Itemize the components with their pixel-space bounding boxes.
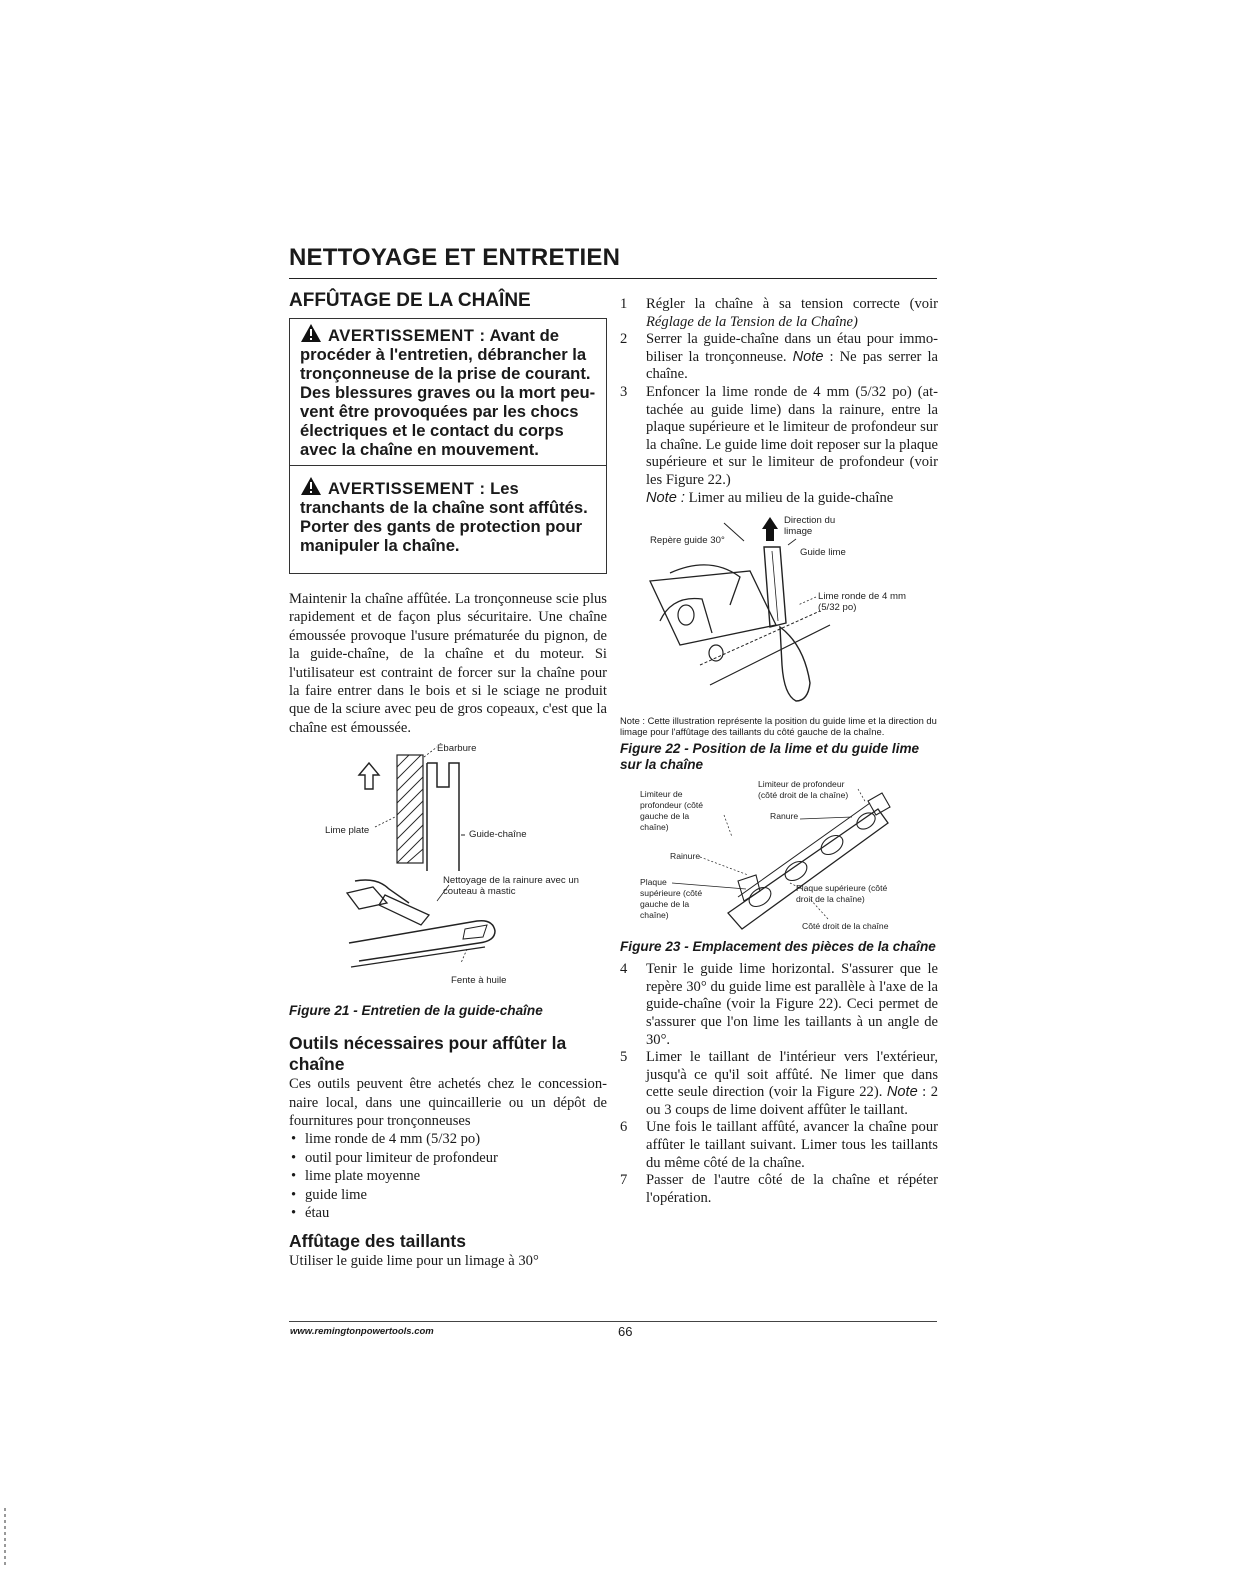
warning-box-electric <box>289 318 607 466</box>
label-rainure: Rainure <box>670 851 701 862</box>
step-number: 6 <box>620 1119 628 1136</box>
label-guide-lime: Guide lime <box>800 547 846 559</box>
list-item: • lime ronde de 4 mm (5/32 po) <box>289 1130 607 1148</box>
step-number: 2 <box>620 331 628 348</box>
step-item <box>620 296 938 331</box>
figure-22 <box>620 515 938 715</box>
step-item <box>620 1049 938 1119</box>
warning-triangle-icon <box>300 323 322 343</box>
warning-label: AVERTISSEMENT : <box>328 479 486 498</box>
step-number: 5 <box>620 1049 628 1066</box>
note-text: : 2 ou 3 coups de lime doivent affûter le taillant. <box>646 1084 938 1118</box>
label-limiteur-gauche: Limiteur de profondeur (côté gauche de la chaîne) <box>640 789 704 833</box>
label-repere: Repère guide 30° <box>650 535 725 547</box>
note-label: Note <box>792 348 824 365</box>
intro-paragraph: Maintenir la chaîne affûtée. La tronçonneuse scie plus rapidement et de façon plus sécuritaire. Une chaîne émoussée provoque l'usure prématurée du pignon, de la guide-chaîne, de la chaîne et du moteur. Si l'utilisateur est contraint de forcer sur la chaîne pour la faire entrer dans le bois et si le sciage ne produit que de la sciure avec peu de gros copeaux, c'est que la chaîne est émoussée. <box>289 591 607 736</box>
section-title: AFFÛTAGE DE LA CHAÎNE <box>289 290 531 311</box>
label-cote-droit: Côté droit de la chaîne <box>802 921 889 932</box>
label-ebarbure: Ébarbure <box>437 743 477 755</box>
scan-edge-mark <box>4 1508 6 1568</box>
label-lime-plate: Lime plate <box>325 825 370 837</box>
list-item: • étau <box>289 1204 607 1222</box>
figure-21-illustration <box>289 743 607 995</box>
step-number: 3 <box>620 383 628 400</box>
label-limiteur-droit: Limiteur de profondeur (côté droit de la chaîne) <box>758 779 849 801</box>
title-rule <box>289 278 937 279</box>
tools-intro: Ces outils peuvent être achetés chez le concession-naire local, dans une quincaillerie ou un dépôt de fournitures pour tronçonneuses <box>289 1076 607 1130</box>
note-text: Limer au milieu de la guide-chaîne <box>684 489 894 506</box>
sharpening-heading: Affûtage des taillants <box>289 1230 466 1251</box>
label-plaque-droite: Plaque supérieure (côté droit de la chaîne) <box>796 883 888 905</box>
warning-box-sharp <box>289 466 607 574</box>
warning-text: Les tranchants de la chaîne sont affûtés. Porter des gants de protection pour manipuler la chaîne. <box>300 479 588 555</box>
step-text: Serrer la guide-chaîne dans un étau pour immo-biliser la tronçonneuse. <box>646 331 938 365</box>
figure-21-caption: Figure 21 - Entretien de la guide-chaîne <box>289 1003 543 1019</box>
step-text: Enfoncer la lime ronde de 4 mm (5/32 po) (at-tachée au guide lime) dans la rainure, entre la plaque supérieure et le limiteur de profondeur sur la chaîne. Le guide lime doit reposer sur la plaque supérieure et sur le limiteur de profondeur (voir les Figure 22.) <box>646 383 938 488</box>
step-item <box>620 961 938 1049</box>
list-item: • lime plate moyenne <box>289 1167 607 1185</box>
step-text: Régler la chaîne à sa tension correcte (voir <box>646 296 938 312</box>
step-text: Une fois le taillant affûté, avancer la chaîne pour affûter le taillant suivant. Limer tous les taillants du même côté de la chaîne. <box>646 1119 938 1171</box>
note-label: Note <box>886 1084 918 1101</box>
figure-22-caption: Figure 22 - Position de la lime et du guide lime sur la chaîne <box>620 741 920 773</box>
list-item: • guide lime <box>289 1186 607 1204</box>
figure-22-note: Note : Cette illustration représente la position du guide lime et la direction du limage pour l'affûtage des taillants du côté gauche de la chaîne. <box>620 715 937 738</box>
step-number: 1 <box>620 296 628 312</box>
step-number: 7 <box>620 1172 628 1189</box>
label-nettoyage: Nettoyage de la rainure avec un couteau à mastic <box>443 875 579 898</box>
step-italic-ref: Réglage de la Tension de la Chaîne) <box>646 313 858 330</box>
step-number: 4 <box>620 961 628 978</box>
label-guide-chaine: Guide-chaîne <box>469 829 527 841</box>
figure-23-caption: Figure 23 - Emplacement des pièces de la chaîne <box>620 939 936 955</box>
warning-triangle-icon <box>300 476 322 496</box>
page-title: NETTOYAGE ET ENTRETIEN <box>289 244 621 271</box>
left-column <box>289 290 607 1270</box>
label-ranure: Ranure <box>770 811 799 822</box>
sharpening-text: Utiliser le guide lime pour un limage à 30° <box>289 1252 539 1269</box>
label-plaque-gauche: Plaque supérieure (côté gauche de la chaîne) <box>640 877 703 921</box>
step-item <box>620 384 938 507</box>
label-lime-ronde: Lime ronde de 4 mm (5/32 po) <box>818 591 906 614</box>
step-text: Tenir le guide lime horizontal. S'assurer que le repère 30° du guide lime est parallèle à l'axe de la guide-chaîne (voir la Figure 22). Ceci permet de s'assurer que l'on lime les taillants à un angle de 30°. <box>646 961 938 1048</box>
step-item <box>620 331 938 384</box>
step-item <box>620 1172 938 1207</box>
figure-21 <box>289 743 607 995</box>
right-column <box>620 296 938 1207</box>
warning-text: Avant de procéder à l'entretien, débrancher la tronçonneuse de la prise de courant. Des blessures graves ou la mort peu-vent être provoquées par les chocs électriques et le contact du corps avec la chaîne en mouvement. <box>300 326 596 459</box>
figure-23 <box>620 779 938 937</box>
step-text: Limer le taillant de l'intérieur vers l'extérieur, jusqu'à ce qu'il soit affûté. Ne limer que dans cette seule direction (voir la Figure 22). <box>646 1049 938 1101</box>
list-item: • outil pour limiteur de profondeur <box>289 1149 607 1167</box>
steps-list-bottom <box>620 961 938 1207</box>
note-text: : Ne pas serrer la chaîne. <box>646 348 939 383</box>
steps-list-top <box>620 296 938 507</box>
note-label: Note : <box>646 489 685 506</box>
label-fente: Fente à huile <box>451 975 507 987</box>
warning-label: AVERTISSEMENT : <box>328 326 486 345</box>
step-item <box>620 1119 938 1172</box>
page-number: 66 <box>618 1324 633 1339</box>
tools-list <box>289 1130 607 1222</box>
label-direction: Direction du limage <box>784 515 836 538</box>
tools-heading: Outils nécessaires pour affûter la chaîne <box>289 1033 567 1075</box>
footer-rule <box>289 1321 937 1322</box>
footer-url: www.remingtonpowertools.com <box>290 1326 434 1337</box>
step-text: Passer de l'autre côté de la chaîne et répéter l'opération. <box>646 1172 938 1206</box>
